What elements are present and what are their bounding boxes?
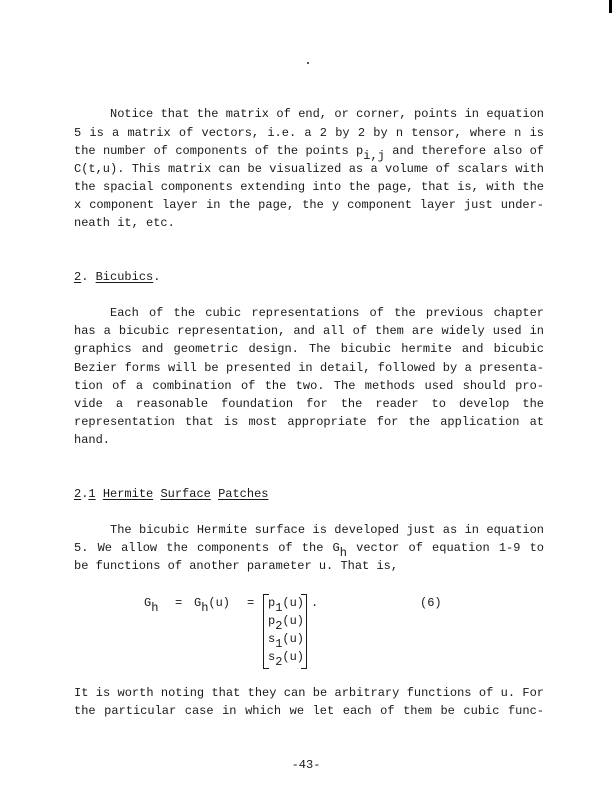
symbol: s bbox=[268, 650, 276, 664]
symbol: p bbox=[268, 596, 276, 610]
equation-middle bbox=[194, 595, 231, 615]
text-line: x component layer in the page, the y component layer just under- bbox=[74, 198, 544, 212]
argument: (u) bbox=[282, 596, 305, 610]
section-heading-hermite-surface-patches bbox=[74, 486, 544, 502]
text-line: be functions of another parameter u. That is, bbox=[74, 559, 399, 573]
symbol: G bbox=[144, 596, 152, 610]
subscript: h bbox=[201, 601, 209, 615]
section-title: Bicubics bbox=[95, 270, 154, 284]
text-segment: the number of components of the points p bbox=[74, 144, 364, 158]
text-line: has a bicubic representation, and all of them are widely used in bbox=[74, 324, 544, 338]
text-segment: 5. We allow the components of the G bbox=[74, 541, 340, 555]
subscript: 2 bbox=[275, 619, 283, 633]
equals-sign: = bbox=[247, 596, 255, 610]
equation-lhs bbox=[144, 595, 159, 615]
symbol: G bbox=[194, 596, 202, 610]
text-line: The bicubic Hermite surface is developed just as in equation bbox=[110, 523, 544, 537]
matrix-entry bbox=[268, 595, 305, 615]
section-title-word: Hermite bbox=[102, 487, 154, 501]
matrix-entry bbox=[268, 613, 305, 633]
argument: (u) bbox=[208, 596, 231, 610]
equation-number: (6) bbox=[420, 596, 442, 610]
text-line: Notice that the matrix of end, or corner, points in equation bbox=[110, 107, 544, 121]
matrix-entry bbox=[268, 649, 305, 669]
text-line: It is worth noting that they can be arbitrary functions of u. For bbox=[74, 686, 544, 700]
text-line: tion of a combination of the two. The methods used should pro- bbox=[74, 379, 544, 393]
separator: . bbox=[81, 487, 89, 501]
section-number: 2 bbox=[74, 270, 82, 284]
subscript: h bbox=[339, 546, 347, 560]
text-line: Bezier forms will be presented in detail, followed by a presenta- bbox=[74, 361, 544, 375]
text-line: representation that is most appropriate for the application at bbox=[74, 415, 544, 429]
symbol: p bbox=[268, 614, 276, 628]
subsection-number: 1 bbox=[88, 487, 96, 501]
matrix-entry bbox=[268, 631, 305, 651]
text-line: graphics and geometric design. The bicubic hermite and bicubic bbox=[74, 342, 544, 356]
separator: . bbox=[81, 270, 96, 284]
text-line: the spacial components extending into the page, that is, with the bbox=[74, 180, 544, 194]
page-number: -43- bbox=[291, 758, 321, 772]
text-line: Each of the cubic representations of the previous chapter bbox=[110, 306, 544, 320]
period: . bbox=[153, 270, 161, 284]
subscript: 1 bbox=[275, 637, 283, 651]
subscript: i,j bbox=[363, 149, 385, 163]
section-title-word: Patches bbox=[218, 487, 269, 501]
equals-sign: = bbox=[175, 596, 183, 610]
subscript: 1 bbox=[275, 601, 283, 615]
argument: (u) bbox=[282, 632, 305, 646]
text-segment: vector of equation 1-9 to bbox=[346, 541, 544, 555]
argument: (u) bbox=[282, 614, 305, 628]
section-title-word: Surface bbox=[160, 487, 211, 501]
symbol: s bbox=[268, 632, 276, 646]
section-heading-bicubics bbox=[74, 269, 544, 285]
text-line: neath it, etc. bbox=[74, 216, 175, 230]
text-line: 5 is a matrix of vectors, i.e. a 2 by 2 by n tensor, where n is bbox=[74, 126, 544, 140]
text-line: C(t,u). This matrix can be visualized as a volume of scalars with bbox=[74, 162, 544, 176]
argument: (u) bbox=[282, 650, 305, 664]
text-line: vide a reasonable foundation for the reader to develop the bbox=[74, 397, 544, 411]
text-line: the particular case in which we let each of them be cubic func- bbox=[74, 704, 544, 718]
text-segment: and therefore also of bbox=[384, 144, 544, 158]
section-number: 2 bbox=[74, 487, 82, 501]
subscript: 2 bbox=[275, 655, 283, 669]
text-line: hand. bbox=[74, 433, 111, 447]
scan-speck bbox=[307, 62, 309, 64]
equation-period: . bbox=[311, 596, 319, 610]
subscript: h bbox=[151, 601, 159, 615]
text-line bbox=[74, 540, 544, 560]
text-line bbox=[74, 143, 544, 163]
